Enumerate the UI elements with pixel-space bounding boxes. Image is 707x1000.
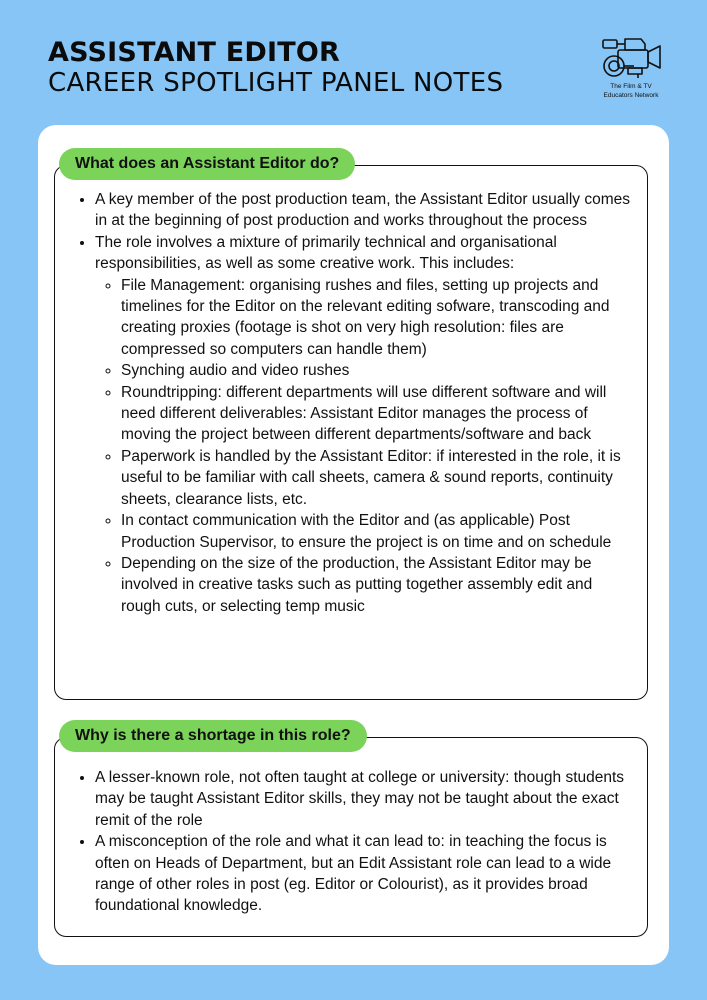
logo-line1: The Film & TV xyxy=(610,83,652,90)
bullet-list xyxy=(55,166,647,617)
bullet-list xyxy=(55,738,647,917)
network-logo xyxy=(593,36,669,100)
section-what-does xyxy=(54,155,648,700)
camera-icon xyxy=(598,36,664,80)
page-header xyxy=(48,38,503,98)
page-title: ASSISTANT EDITOR xyxy=(48,37,340,68)
logo-text xyxy=(593,82,669,100)
sub-list-item: ◦ File Management: organising rushes and files, setting up projects and timelines for the Editor on the relevant editing sofware, transcoding and creating proxies (footage is shot on very high resolution: files are compressed so computers can handle them) xyxy=(121,275,633,361)
section-shortage xyxy=(54,727,648,937)
list-item-text: The role involves a mixture of primarily technical and organisational responsibilities, as well as some creative work. This includes: xyxy=(95,233,557,273)
list-item: • A misconception of the role and what it can lead to: in teaching the focus is often on Heads of Department, but an Edit Assistant role can lead to a wide range of other roles in post (eg. Editor or Colourist), as it provides broad foundational knowledge. xyxy=(95,831,633,917)
sub-list-item: ◦ Paperwork is handled by the Assistant Editor: if interested in the role, it is useful to be familiar with call sheets, camera & sound reports, continuity sheets, clearance lists, etc. xyxy=(121,446,633,510)
notes-card xyxy=(38,125,669,965)
section-heading: What does an Assistant Editor do? xyxy=(59,148,355,180)
sub-list-item: ◦ In contact communication with the Editor and (as applicable) Post Production Supervisor, to ensure the project is on time and on schedule xyxy=(121,510,633,553)
section-heading: Why is there a shortage in this role? xyxy=(59,720,367,752)
list-item xyxy=(95,232,633,617)
sub-bullet-list xyxy=(95,275,633,618)
sub-list-item: ◦ Roundtripping: different departments will use different software and will need different deliverables: Assistant Editor manages the process of moving the project between different departments/software and back xyxy=(121,382,633,446)
sub-list-item: ◦ Synching audio and video rushes xyxy=(121,360,633,381)
page-subtitle: CAREER SPOTLIGHT PANEL NOTES xyxy=(48,68,504,98)
list-item: • A key member of the post production team, the Assistant Editor usually comes in at the beginning of post production and works throughout the process xyxy=(95,189,633,232)
list-item: • A lesser-known role, not often taught at college or university: though students may be taught Assistant Editor skills, they may not be taught about the exact remit of the role xyxy=(95,767,633,831)
sub-list-item: ◦ Depending on the size of the production, the Assistant Editor may be involved in creative tasks such as putting together assembly edit and rough cuts, or selecting temp music xyxy=(121,553,633,617)
logo-line2: Educators Network xyxy=(603,92,659,99)
